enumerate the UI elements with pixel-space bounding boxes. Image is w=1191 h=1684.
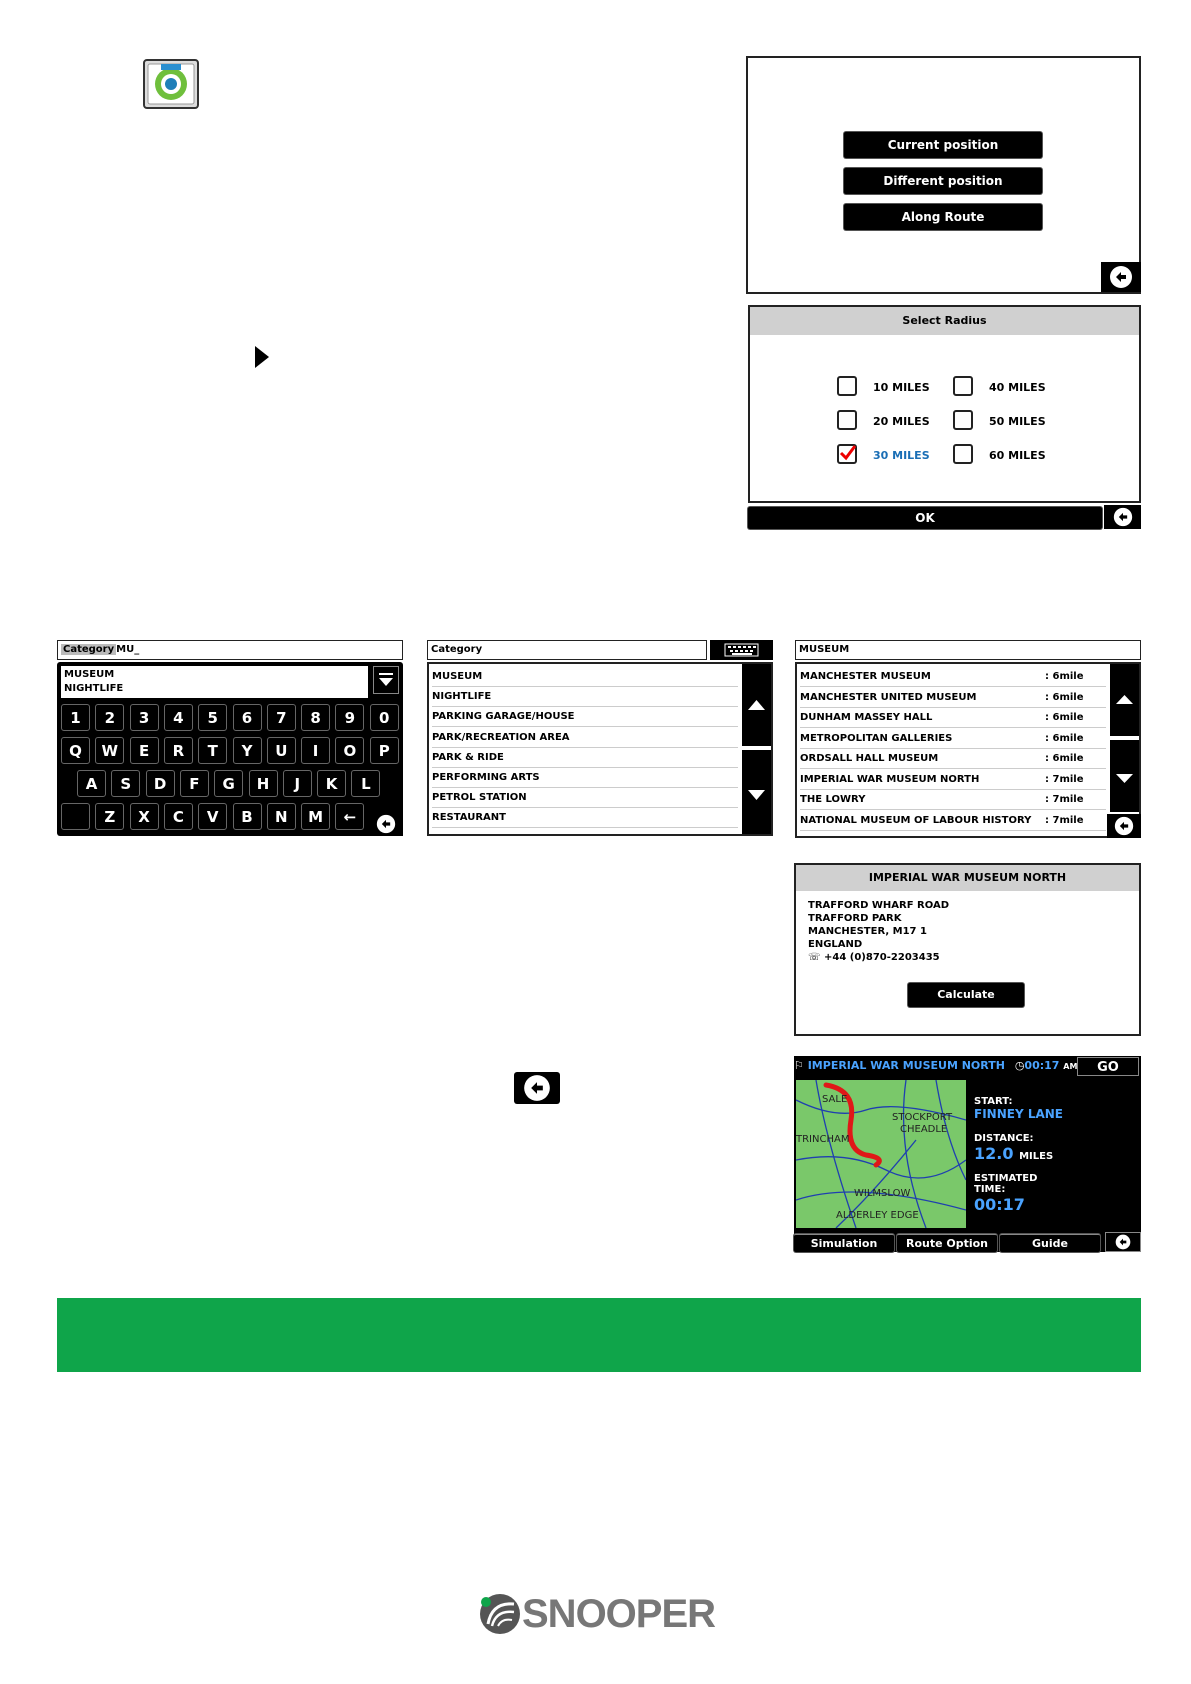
radius-label-20: 20 MILES (873, 415, 930, 428)
radius-checkbox-50[interactable] (953, 410, 973, 430)
map-label: SALE (822, 1094, 848, 1105)
museum-item[interactable] (800, 667, 1106, 687)
category-item[interactable]: RESTAURANT (432, 808, 738, 828)
key-5[interactable]: 5 (198, 704, 227, 731)
keyboard-icon (710, 640, 773, 660)
museum-item[interactable] (800, 688, 1106, 708)
museum-title: MUSEUM (795, 640, 1141, 660)
key-j[interactable]: J (283, 770, 312, 797)
key-f[interactable]: F (180, 770, 209, 797)
chevron-down-icon (374, 667, 398, 693)
category-item[interactable]: PARKING GARAGE/HOUSE (432, 707, 738, 727)
suggestion-item[interactable]: MUSEUM (64, 669, 115, 680)
museum-distance: : 6mile (1045, 732, 1084, 744)
museum-distance: : 6mile (1045, 691, 1084, 703)
route-dest: IMPERIAL WAR MUSEUM NORTH (807, 1059, 1005, 1072)
museum-name: DUNHAM MASSEY HALL (800, 712, 933, 723)
radius-checkbox-60[interactable] (953, 444, 973, 464)
chevron-down-icon (742, 750, 771, 834)
key-2[interactable]: 2 (95, 704, 124, 731)
category-panel (427, 640, 773, 836)
radius-checkbox-30[interactable] (837, 444, 857, 464)
route-ampm: AM (1063, 1062, 1078, 1071)
key-9[interactable]: 9 (335, 704, 364, 731)
position-panel (746, 56, 1141, 294)
key-s[interactable]: S (111, 770, 140, 797)
key-o[interactable]: O (335, 737, 364, 764)
map-label: WILMSLOW (854, 1188, 911, 1199)
key-h[interactable]: H (249, 770, 278, 797)
radius-back-button[interactable] (1104, 505, 1141, 529)
route-panel (794, 1056, 1141, 1252)
key-w[interactable]: W (95, 737, 124, 764)
guide-tab[interactable]: Guide (1000, 1234, 1100, 1252)
museum-name: NATIONAL MUSEUM OF LABOUR HISTORY (800, 814, 1032, 826)
key-q[interactable]: Q (61, 737, 90, 764)
distance-unit: MILES (1019, 1151, 1054, 1162)
detail-panel (794, 863, 1141, 1036)
logo-text: SNOOPER (522, 1592, 716, 1636)
back-arrow-icon (1109, 265, 1133, 289)
eta-value: 00:17 (974, 1195, 1025, 1214)
key-t[interactable]: T (198, 737, 227, 764)
along-route-button[interactable]: Along Route (844, 204, 1042, 230)
scroll-up-button[interactable] (1110, 664, 1139, 736)
key-m[interactable]: M (301, 803, 330, 830)
key-x[interactable]: X (130, 803, 159, 830)
key-1[interactable]: 1 (61, 704, 90, 731)
scroll-up-button[interactable] (742, 664, 771, 746)
key-v[interactable]: V (198, 803, 227, 830)
museum-item[interactable] (800, 729, 1106, 749)
calculate-button[interactable]: Calculate (908, 983, 1024, 1007)
route-map[interactable] (796, 1080, 966, 1228)
radius-checkbox-10[interactable] (837, 376, 857, 396)
key-4[interactable]: 4 (164, 704, 193, 731)
museum-name: THE LOWRY (800, 794, 866, 805)
museum-item[interactable] (800, 790, 1106, 810)
phone-number: +44 (0)870-2203435 (824, 952, 940, 963)
suggestion-box[interactable] (61, 666, 368, 698)
route-option-tab[interactable]: Route Option (897, 1234, 997, 1252)
keyboard-back-button[interactable] (369, 812, 403, 836)
museum-panel (795, 640, 1141, 838)
museum-name: MANCHESTER MUSEUM (800, 671, 931, 682)
key-7[interactable]: 7 (267, 704, 296, 731)
key-y[interactable]: Y (233, 737, 262, 764)
radius-checkbox-20[interactable] (837, 410, 857, 430)
keyboard-panel (57, 640, 403, 836)
clock-icon: ◷ (1014, 1059, 1025, 1072)
simulation-tab[interactable]: Simulation (794, 1234, 894, 1252)
radius-title: Select Radius (750, 307, 1139, 335)
play-arrow-icon (255, 346, 269, 372)
radius-panel (748, 305, 1141, 503)
category-item[interactable]: PARK & RIDE (432, 748, 738, 768)
key-p[interactable]: P (370, 737, 399, 764)
current-position-button[interactable]: Current position (844, 132, 1042, 158)
radius-label-50: 50 MILES (989, 415, 1046, 428)
key-k[interactable]: K (317, 770, 346, 797)
route-info (974, 1096, 1134, 1214)
back-button[interactable] (514, 1072, 560, 1104)
category-title: Category (427, 640, 707, 660)
back-arrow-icon (1115, 1234, 1131, 1250)
different-position-button[interactable]: Different position (844, 168, 1042, 194)
checkmark-icon (839, 444, 857, 462)
museum-name: IMPERIAL WAR MUSEUM NORTH (800, 773, 980, 785)
map-label: CHEADLE (900, 1124, 948, 1135)
museum-distance: : 7mile (1045, 773, 1084, 785)
category-item[interactable]: PETROL STATION (432, 788, 738, 808)
snooper-logo (478, 1590, 718, 1638)
key-u[interactable]: U (267, 737, 296, 764)
key-g[interactable]: G (214, 770, 243, 797)
address-line: TRAFFORD WHARF ROAD (808, 900, 950, 911)
radius-label-60: 60 MILES (989, 449, 1046, 462)
museum-distance: : 6mile (1045, 753, 1084, 764)
suggestion-dropdown-button[interactable] (373, 666, 399, 694)
detail-title: IMPERIAL WAR MUSEUM NORTH (796, 865, 1139, 891)
key-d[interactable]: D (146, 770, 175, 797)
key-blank[interactable] (61, 803, 90, 830)
address-block (808, 899, 949, 964)
museum-item[interactable] (800, 770, 1106, 790)
key-6[interactable]: 6 (233, 704, 262, 731)
address-line: TRAFFORD PARK (808, 913, 902, 924)
museum-distance: : 6mile (1045, 712, 1084, 723)
chevron-up-icon (742, 664, 771, 746)
back-button[interactable] (1101, 262, 1141, 292)
phone-icon: ☏ (808, 952, 821, 963)
key-3[interactable]: 3 (130, 704, 159, 731)
route-time: 00:17 (1024, 1059, 1060, 1072)
snooper-swirl-icon (478, 1592, 522, 1636)
museum-distance: : 6mile (1045, 671, 1084, 682)
back-arrow-icon (1113, 507, 1133, 527)
museum-name: MANCHESTER UNITED MUSEUM (800, 691, 977, 703)
eta-label: ESTIMATED TIME: (974, 1173, 1038, 1195)
green-banner (57, 1298, 1141, 1372)
route-back-button[interactable] (1105, 1232, 1141, 1252)
address-line: ENGLAND (808, 939, 863, 950)
key-0[interactable]: 0 (370, 704, 399, 731)
museum-name: ORDSALL HALL MUSEUM (800, 753, 939, 764)
key-backspace[interactable]: ← (335, 803, 364, 830)
key-e[interactable]: E (130, 737, 159, 764)
museum-name: METROPOLITAN GALLERIES (800, 732, 953, 744)
back-arrow-icon (523, 1074, 551, 1102)
radius-label-40: 40 MILES (989, 381, 1046, 394)
category-item[interactable]: PARK/RECREATION AREA (432, 728, 738, 748)
go-button[interactable]: GO (1077, 1057, 1139, 1076)
museum-item[interactable] (800, 708, 1106, 728)
category-item[interactable]: NIGHTLIFE (432, 687, 738, 707)
back-arrow-icon (1114, 816, 1134, 836)
map-label: ALDERLEY EDGE (836, 1210, 919, 1221)
museum-distance: : 7mile (1045, 814, 1084, 826)
start-value: FINNEY LANE (974, 1107, 1063, 1121)
route-header (794, 1056, 1078, 1076)
keyboard-toggle-button[interactable] (710, 640, 773, 660)
ok-button[interactable]: OK (748, 507, 1102, 529)
key-b[interactable]: B (233, 803, 262, 830)
field-value: MU_ (116, 644, 140, 655)
key-a[interactable]: A (77, 770, 106, 797)
chevron-down-icon (1110, 740, 1139, 812)
distance-label: DISTANCE: (974, 1133, 1034, 1144)
museum-back-button[interactable] (1107, 814, 1141, 838)
radius-checkbox-40[interactable] (953, 376, 973, 396)
field-label: Category (63, 644, 115, 655)
flag-icon: ⚐ (794, 1059, 804, 1072)
poi-app-icon (142, 58, 200, 110)
museum-distance: : 7mile (1045, 794, 1084, 805)
map-label: STOCKPORT (892, 1112, 953, 1123)
back-arrow-icon (376, 814, 396, 834)
museum-item[interactable] (800, 749, 1106, 769)
start-label: START: (974, 1096, 1013, 1107)
museum-item[interactable] (800, 811, 1106, 831)
key-n[interactable]: N (267, 803, 296, 830)
category-item[interactable]: PERFORMING ARTS (432, 768, 738, 788)
scroll-down-button[interactable] (1110, 740, 1139, 812)
scroll-down-button[interactable] (742, 750, 771, 834)
key-r[interactable]: R (164, 737, 193, 764)
key-c[interactable]: C (164, 803, 193, 830)
suggestion-item[interactable]: NIGHTLIFE (64, 683, 124, 694)
radius-label-10: 10 MILES (873, 381, 930, 394)
category-search-field[interactable] (57, 640, 403, 660)
key-l[interactable]: L (351, 770, 380, 797)
map-label: TRINCHAM (796, 1134, 850, 1145)
key-8[interactable]: 8 (301, 704, 330, 731)
category-item[interactable]: MUSEUM (432, 667, 738, 687)
key-i[interactable]: I (301, 737, 330, 764)
distance-value: 12.0 (974, 1144, 1014, 1163)
address-line: MANCHESTER, M17 1 (808, 926, 927, 937)
radius-label-30: 30 MILES (873, 449, 930, 462)
key-z[interactable]: Z (95, 803, 124, 830)
chevron-up-icon (1110, 664, 1139, 736)
